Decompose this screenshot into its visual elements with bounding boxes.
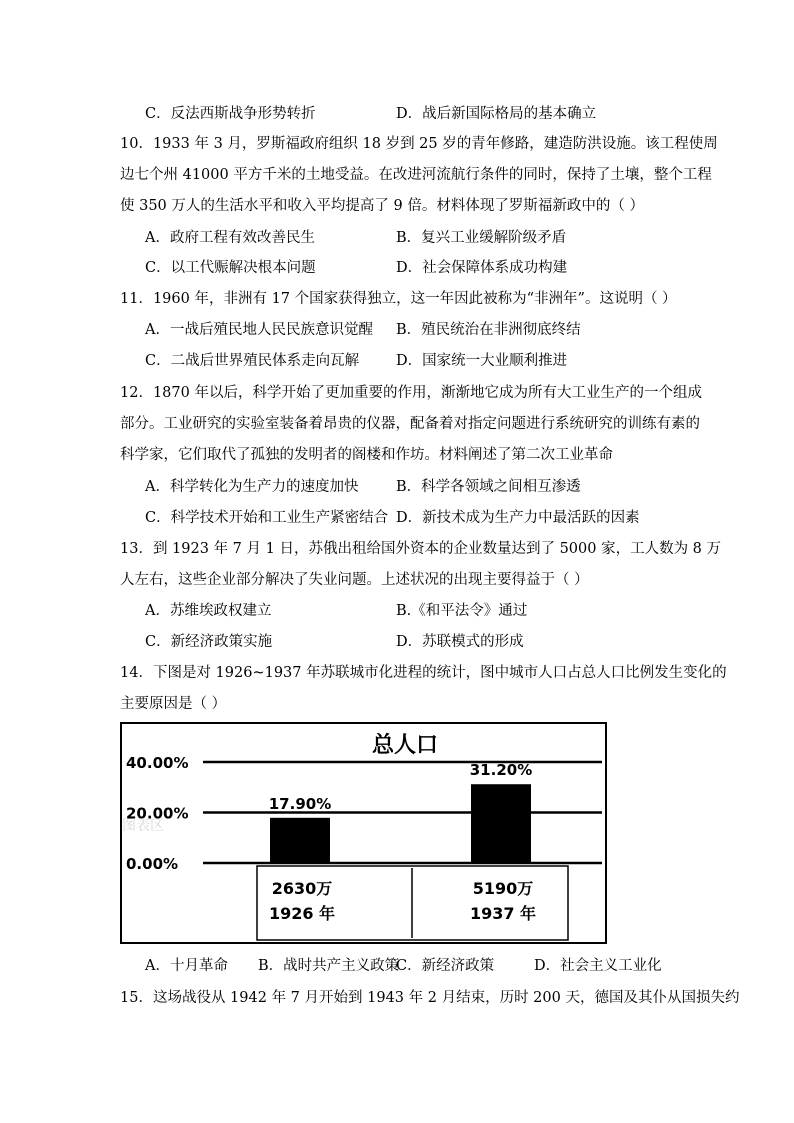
y-tick-label: 40.00% xyxy=(126,754,189,772)
y-tick-label: 20.00% xyxy=(126,804,189,823)
q12-text-line-1: 12．1870 年以后，科学开始了更加重要的作用，渐渐地它成为所有大工业生产的一个组成 xyxy=(120,385,702,401)
q13-option-b: B.《和平法令》通过 xyxy=(396,603,528,619)
q11-option-c: C．二战后世界殖民体系走向瓦解 xyxy=(145,353,360,369)
q14-text-line-2: 主要原因是（ ） xyxy=(120,696,227,712)
q14-text-line-1: 14．下图是对 1926~1937 年苏联城市化进程的统计，图中城市人口占总人口比例发生变化的 xyxy=(120,665,727,681)
q10-option-a: A．政府工程有效改善民生 xyxy=(145,230,315,246)
q12-option-d: D．新技术成为生产力中最活跃的因素 xyxy=(396,510,640,526)
q13-option-a: A．苏维埃政权建立 xyxy=(145,603,272,619)
chart-title: 总人口 xyxy=(371,733,439,758)
q10-option-c: C．以工代赈解决根本问题 xyxy=(145,260,316,276)
q12-option-c: C．科学技术开始和工业生产紧密结合 xyxy=(145,510,389,526)
q14-option-a: A．十月革命 xyxy=(145,958,228,974)
q10-option-d: D．社会保障体系成功构建 xyxy=(396,260,568,276)
q12-option-b: B．科学各领域之间相互渗透 xyxy=(396,479,581,495)
q15-text-line-1: 15．这场战役从 1942 年 7 月开始到 1943 年 2 月结束，历时 200 天，德国及其仆从国损失约 xyxy=(120,990,740,1006)
bar xyxy=(270,818,330,863)
urbanization-chart xyxy=(120,722,607,944)
q14-option-c: C．新经济政策 xyxy=(396,958,495,974)
q13-option-c: C．新经济政策实施 xyxy=(145,634,273,650)
q10-text-line-2: 边七个州 41000 平方千米的土地受益。在改进河流航行条件的同时，保持了土壤，整个工程 xyxy=(120,167,712,183)
q13-text-line-1: 13．到 1923 年 7 月 1 日，苏俄出租给国外资本的企业数量达到了 5000 家，工人数为 8 万 xyxy=(120,541,722,557)
q9-option-c: C．反法西斯战争形势转折 xyxy=(145,106,316,122)
q10-text-line-1: 10．1933 年 3 月，罗斯福政府组织 18 岁到 25 岁的青年修路，建造防洪设施。该工程使周 xyxy=(120,136,718,152)
category-total-label: 5190万 xyxy=(472,879,534,898)
q10-text-line-3: 使 350 万人的生活水平和收入平均提高了 9 倍。材料体现了罗斯福新政中的（ ） xyxy=(120,198,644,214)
q10-option-b: B．复兴工业缓解阶级矛盾 xyxy=(396,230,567,246)
q11-option-a: A．一战后殖民地人民民族意识觉醒 xyxy=(145,322,373,338)
chart-watermark: 图表区 xyxy=(122,818,164,834)
q13-option-d: D．苏联模式的形成 xyxy=(396,634,524,650)
bar-data-label: 31.20% xyxy=(469,761,533,780)
q12-text-line-2: 部分。工业研究的实验室装备着昂贵的仪器，配备着对指定问题进行系统研究的训练有素的 xyxy=(120,416,700,432)
q12-text-line-3: 科学家，它们取代了孤独的发明者的阁楼和作坊。材料阐述了第二次工业革命 xyxy=(120,447,613,463)
category-total-label: 2630万 xyxy=(271,879,333,898)
q11-text-line-1: 11．1960 年，非洲有 17 个国家获得独立，这一年因此被称为“非洲年”。这说明（ ） xyxy=(120,291,677,307)
category-year-label: 1926 年 xyxy=(268,904,336,923)
q14-option-d: D．社会主义工业化 xyxy=(534,958,662,974)
q14-option-b: B．战时共产主义政策 xyxy=(258,958,400,974)
q13-text-line-2: 人左右，这些企业部分解决了失业问题。上述状况的出现主要得益于（ ） xyxy=(120,572,589,588)
q9-option-d: D．战后新国际格局的基本确立 xyxy=(396,106,597,122)
category-year-label: 1937 年 xyxy=(469,904,537,923)
y-tick-label: 0.00% xyxy=(126,855,179,873)
q11-option-b: B．殖民统治在非洲彻底终结 xyxy=(396,322,581,338)
q11-option-d: D．国家统一大业顺利推进 xyxy=(396,353,568,369)
bar-data-label: 17.90% xyxy=(268,794,332,813)
bar xyxy=(471,784,531,863)
q12-option-a: A．科学转化为生产力的速度加快 xyxy=(145,479,359,495)
